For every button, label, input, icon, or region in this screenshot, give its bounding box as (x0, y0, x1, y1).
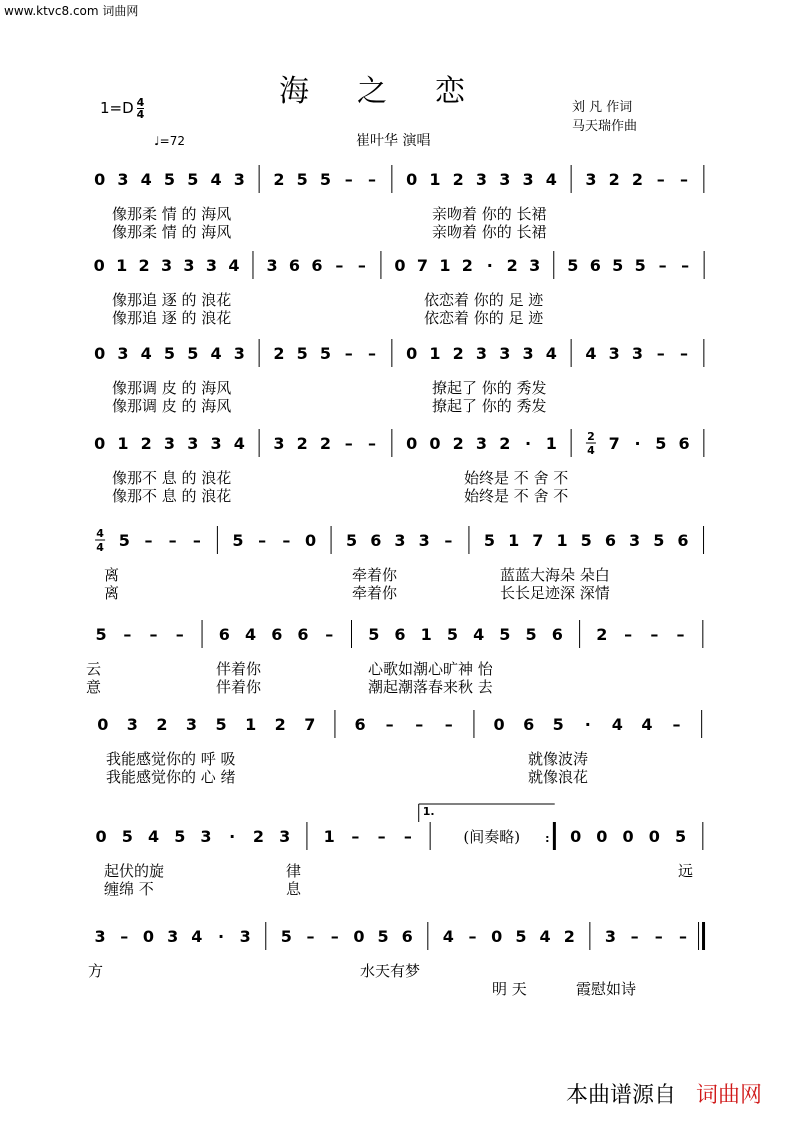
lyric-line: 律 (286, 862, 302, 880)
singer: 崔叶华 演唱 (356, 133, 431, 149)
dash-extension: – (306, 927, 315, 946)
site-watermark: www.ktvc8.com 词曲网 (4, 4, 139, 18)
dash-extension: – (403, 827, 412, 846)
score-row (96, 804, 703, 898)
note: 2 (273, 344, 285, 363)
dash-extension: – (377, 827, 386, 846)
dash-extension: – (344, 170, 353, 189)
footer-credit (566, 1078, 762, 1109)
note: 3 (279, 827, 291, 846)
lyric-line: 离 (104, 584, 120, 602)
note: 1 (116, 256, 128, 275)
score-row (94, 165, 704, 241)
footer-brand[interactable]: 词曲网 (695, 1083, 762, 1108)
note: 5 (319, 344, 332, 363)
note: 4 (228, 256, 240, 275)
note: 7 (532, 531, 544, 550)
lyric-line: 像那不 息 的 浪花 (112, 487, 232, 505)
note: 0 (406, 434, 418, 453)
lyric-line: 霞慰如诗 (576, 980, 637, 998)
note: 5 (174, 827, 186, 846)
note: 5 (118, 531, 130, 550)
lyric-line: 始终是 不 舍 不 (464, 469, 569, 487)
note: 0 (570, 827, 582, 846)
note: 3 (94, 927, 106, 946)
note: 5 (319, 170, 332, 189)
note: 3 (604, 927, 616, 946)
note: 1 (429, 170, 441, 189)
note: 5 (280, 927, 292, 946)
dash-extension: – (444, 531, 453, 550)
lyric-line: 亲吻着 你的 长裙 (432, 205, 547, 223)
note: 4 (244, 625, 257, 644)
time-sig-top: 2 (587, 430, 595, 443)
score-row (95, 526, 703, 602)
note: 4 (140, 170, 152, 189)
note: 6 (311, 256, 323, 275)
note: 5 (499, 625, 511, 644)
note: 3 (117, 344, 129, 363)
note: 4 (140, 344, 152, 363)
note: 0 (491, 927, 503, 946)
note: 6 (218, 625, 230, 644)
note: 3 (266, 256, 278, 275)
note: 3 (522, 344, 534, 363)
dash-extension: – (357, 256, 366, 275)
tempo-mark: ♩=72 (154, 134, 185, 148)
lyric-line: 长长足迹深 深情 (500, 584, 610, 602)
note: 5 (187, 170, 199, 189)
note: 0 (97, 715, 109, 734)
note: 0 (94, 434, 106, 453)
lyric-line: 伴着你 (216, 678, 262, 696)
note: 4 (473, 625, 485, 644)
note: 2 (274, 715, 286, 734)
dash-extension: – (678, 927, 687, 946)
note: 2 (506, 256, 518, 275)
note: 3 (522, 170, 534, 189)
score-row (94, 429, 704, 505)
note: 2 (296, 434, 308, 453)
note: 0 (304, 531, 317, 550)
footer-text: 本曲谱源自 (565, 1083, 676, 1108)
dash-extension: – (120, 927, 129, 946)
note: 6 (297, 625, 309, 644)
lyric-line: 撩起了 你的 秀发 (432, 397, 547, 415)
note: 6 (288, 256, 301, 275)
score-row (97, 710, 701, 786)
note: 7 (416, 256, 429, 275)
note: 0 (394, 256, 406, 275)
note: · (217, 927, 225, 946)
note: 4 (641, 715, 653, 734)
note: 6 (394, 625, 406, 644)
note: 0 (93, 256, 105, 275)
dash-extension: – (654, 927, 663, 946)
lyric-line: 意 (86, 678, 102, 696)
note: 5 (377, 927, 389, 946)
note: 5 (296, 344, 308, 363)
dash-extension: – (368, 170, 377, 189)
note: 5 (674, 827, 687, 846)
note: 3 (233, 344, 245, 363)
note: 2 (138, 256, 150, 275)
note: 1 (245, 715, 257, 734)
dash-extension: – (680, 344, 689, 363)
lyric-line: 牵着你 (352, 584, 398, 602)
lyricist: 刘 凡 作词 (572, 100, 633, 115)
note: 0 (95, 827, 107, 846)
note: 0 (406, 170, 418, 189)
note: 1 (508, 531, 520, 550)
lyric-line: 像那柔 情 的 海风 (112, 223, 232, 241)
note: 3 (160, 256, 173, 275)
lyric-line: 像那调 皮 的 海风 (112, 379, 232, 397)
dash-extension: – (344, 434, 353, 453)
note: 3 (200, 827, 212, 846)
note: · (584, 715, 591, 734)
note: 2 (140, 434, 152, 453)
dash-extension: – (175, 625, 184, 644)
note: 2 (461, 256, 473, 275)
note: 1 (323, 827, 335, 846)
dash-extension: – (368, 344, 377, 363)
note: 5 (232, 531, 244, 550)
note: 3 (499, 170, 511, 189)
note: 3 (475, 170, 488, 189)
dash-extension: – (330, 927, 339, 946)
note: 7 (608, 434, 620, 453)
note: 3 (185, 715, 198, 734)
dash-extension: – (368, 434, 377, 453)
note: 5 (580, 531, 592, 550)
note: 5 (525, 625, 537, 644)
lyric-line: 依恋着 你的 足 迹 (424, 291, 544, 309)
note: 3 (239, 927, 251, 946)
score-row (94, 339, 704, 415)
note: 4 (210, 344, 222, 363)
note: 0 (596, 827, 608, 846)
dash-extension: – (168, 531, 177, 550)
note: 5 (95, 625, 107, 644)
note: 4 (191, 927, 203, 946)
lyric-line: 像那不 息 的 浪花 (112, 469, 232, 487)
volta-label: 1. (422, 805, 435, 818)
note: 0 (622, 827, 634, 846)
note: 7 (304, 715, 316, 734)
note: 6 (523, 715, 535, 734)
lyric-line: 远 (678, 862, 694, 880)
note: 4 (545, 344, 557, 363)
lyric-line: 撩起了 你的 秀发 (432, 379, 547, 397)
dash-extension: – (149, 625, 158, 644)
note: 3 (475, 434, 488, 453)
note: 3 (418, 531, 430, 550)
lyric-line: 潮起潮落春来秋 去 (368, 678, 493, 696)
note: 3 (117, 170, 129, 189)
dash-extension: – (144, 531, 153, 550)
note: 2 (273, 170, 285, 189)
dash-extension: – (681, 256, 690, 275)
lyric-line: 我能感觉你的 呼 吸 (106, 750, 236, 768)
note: 2 (608, 170, 620, 189)
note: 0 (429, 434, 441, 453)
lyric-line: 蓝蓝大海朵 朵白 (500, 566, 610, 584)
time-sig-bottom: 4 (587, 444, 595, 457)
lyric-line: 像那柔 情 的 海风 (112, 205, 232, 223)
score-row (94, 251, 704, 327)
dash-extension: – (258, 531, 267, 550)
score-row (88, 922, 704, 998)
note: 5 (215, 715, 227, 734)
note: 4 (442, 927, 454, 946)
note: 4 (147, 827, 160, 846)
lyric-line: 像那追 逐 的 浪花 (112, 309, 232, 327)
note: 3 (629, 531, 641, 550)
note: 4 (233, 434, 245, 453)
time-sig-bottom: 4 (96, 541, 104, 554)
note: 5 (163, 344, 176, 363)
note: 5 (567, 256, 579, 275)
lyric-line: 心歌如潮心旷神 怡 (368, 660, 493, 678)
dash-extension: – (680, 170, 689, 189)
note: 0 (94, 170, 106, 189)
note: 5 (346, 531, 358, 550)
song-title: 海之恋 (279, 74, 513, 109)
note: 3 (608, 344, 620, 363)
note: · (229, 827, 236, 846)
note: 4 (585, 344, 597, 363)
lyric-line: 像那追 逐 的 浪花 (112, 291, 232, 309)
dash-extension: – (650, 625, 659, 644)
key-label: 1=D (100, 99, 134, 117)
lyric-line: 水天有梦 (360, 962, 421, 980)
note: 2 (596, 625, 608, 644)
interlude-note: (间奏略) (463, 828, 521, 846)
dash-extension: – (192, 531, 201, 550)
note: 5 (653, 531, 665, 550)
note: 3 (273, 434, 285, 453)
note: 0 (94, 344, 106, 363)
note: 3 (499, 344, 511, 363)
note: 4 (545, 170, 557, 189)
note: 3 (233, 170, 245, 189)
lyric-line: 我能感觉你的 心 绪 (106, 768, 236, 786)
lyric-line: 缠绵 不 (104, 880, 154, 898)
score-row (86, 620, 703, 696)
dash-extension: – (658, 256, 667, 275)
note: 2 (452, 434, 464, 453)
note: 0 (353, 927, 365, 946)
note: 3 (585, 170, 597, 189)
note: 3 (183, 256, 195, 275)
lyric-line: 始终是 不 舍 不 (464, 487, 569, 505)
lyric-line: 息 (286, 880, 302, 898)
dash-extension: – (624, 625, 633, 644)
note: 2 (452, 170, 464, 189)
note: 3 (210, 434, 222, 453)
note: 3 (167, 927, 179, 946)
note: 6 (401, 927, 413, 946)
dash-extension: – (335, 256, 344, 275)
dash-extension: – (415, 715, 424, 734)
lyric-line: 依恋着 你的 足 迹 (424, 309, 544, 327)
note: 3 (163, 434, 176, 453)
note: 4 (210, 170, 222, 189)
dash-extension: – (444, 715, 453, 734)
dash-extension: – (676, 625, 685, 644)
note: · (486, 256, 493, 275)
note: 2 (156, 715, 168, 734)
note: 5 (163, 170, 176, 189)
note: 5 (483, 531, 496, 550)
lyric-line: 就像浪花 (528, 768, 589, 786)
time-sig-top: 4 (96, 527, 104, 540)
note: 4 (611, 715, 623, 734)
dash-extension: – (672, 715, 681, 734)
note: 5 (552, 715, 564, 734)
note: 1 (545, 434, 557, 453)
note: 2 (452, 344, 464, 363)
dash-extension: – (282, 531, 291, 550)
note: 3 (205, 256, 218, 275)
lyric-line: 方 (88, 962, 104, 980)
composer: 马天瑞作曲 (572, 119, 638, 134)
note: 0 (142, 927, 155, 946)
note: 6 (678, 434, 690, 453)
note: 6 (271, 625, 283, 644)
dash-extension: – (325, 625, 334, 644)
note: · (525, 434, 532, 453)
note: 2 (499, 434, 511, 453)
note: 6 (589, 256, 601, 275)
lyric-line: 明 天 (492, 980, 527, 998)
note: 3 (126, 715, 138, 734)
dash-extension: – (351, 827, 360, 846)
dash-extension: – (656, 170, 665, 189)
note: 5 (655, 434, 667, 453)
note: 0 (648, 827, 660, 846)
lyric-line: 像那调 皮 的 海风 (112, 397, 232, 415)
note: 5 (296, 170, 308, 189)
lyric-line: 起伏的旋 (104, 862, 165, 880)
note: 4 (539, 927, 551, 946)
note: 5 (368, 625, 380, 644)
note: 6 (551, 625, 563, 644)
lyric-line: 就像波涛 (528, 750, 589, 768)
note: 5 (612, 256, 624, 275)
lyric-line: 亲吻着 你的 长裙 (432, 223, 547, 241)
note: 1 (439, 256, 451, 275)
note: 1 (117, 434, 129, 453)
note: 3 (187, 434, 199, 453)
dash-extension: – (344, 344, 353, 363)
note: 5 (121, 827, 133, 846)
lyric-line: 云 (86, 660, 102, 678)
note: 0 (406, 344, 418, 363)
repeat-dots: : (545, 832, 550, 845)
note: 1 (556, 531, 568, 550)
note: 6 (604, 531, 616, 550)
note: 0 (493, 715, 505, 734)
note: 6 (354, 715, 366, 734)
note: 5 (515, 927, 527, 946)
lyric-line: 牵着你 (352, 566, 398, 584)
note: 6 (370, 531, 382, 550)
dash-extension: – (123, 625, 132, 644)
note: 1 (429, 344, 441, 363)
note: · (634, 434, 641, 453)
dash-extension: – (468, 927, 477, 946)
note: 5 (446, 625, 459, 644)
note: 1 (420, 625, 432, 644)
lyric-line: 离 (104, 566, 120, 584)
note: 5 (187, 344, 199, 363)
lyric-line: 伴着你 (216, 660, 262, 678)
note: 2 (252, 827, 264, 846)
note: 3 (394, 531, 406, 550)
note: 2 (563, 927, 575, 946)
note: 6 (677, 531, 689, 550)
dash-extension: – (385, 715, 394, 734)
note: 3 (631, 344, 644, 363)
dash-extension: – (630, 927, 639, 946)
note: 3 (475, 344, 488, 363)
note: 5 (634, 256, 646, 275)
note: 2 (319, 434, 332, 453)
note: 3 (529, 256, 541, 275)
time-signature: $\frac{4}{4}$ (136, 96, 145, 121)
dash-extension: – (656, 344, 665, 363)
note: 2 (631, 170, 644, 189)
